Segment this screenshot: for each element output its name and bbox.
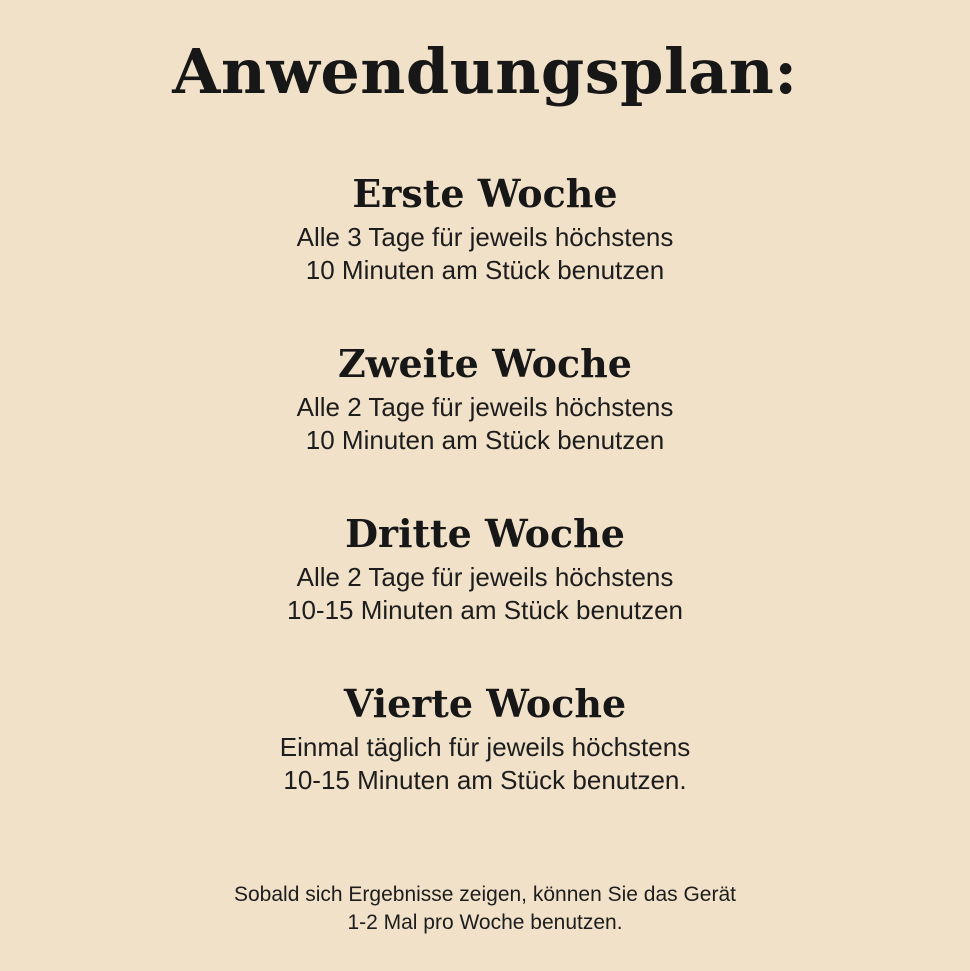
week-four-section — [0, 680, 970, 797]
week-one-line-1: Alle 3 Tage für jeweils höchstens — [296, 222, 674, 252]
results-note-line-2: 1-2 Mal pro Woche benutzen. — [347, 911, 623, 934]
week-one-heading: Erste Woche — [352, 171, 618, 216]
week-two-line-2: 10 Minuten am Stück benutzen — [305, 425, 665, 455]
week-three-line-2: 10-15 Minuten am Stück benutzen — [286, 595, 684, 625]
week-four-line-1: Einmal täglich für jeweils höchstens — [279, 732, 691, 762]
week-three-heading: Dritte Woche — [345, 511, 625, 556]
results-note-line-1: Sobald sich Ergebnisse zeigen, können Sie das Gerät — [234, 883, 736, 906]
week-four-heading: Vierte Woche — [343, 681, 627, 726]
week-one-section — [0, 170, 970, 287]
week-two-section — [0, 340, 970, 457]
week-one-line-2: 10 Minuten am Stück benutzen — [305, 255, 665, 285]
week-four-line-2: 10-15 Minuten am Stück benutzen. — [283, 765, 687, 795]
page-title: Anwendungsplan: — [172, 35, 798, 108]
results-note — [0, 881, 970, 937]
week-three-section — [0, 510, 970, 627]
week-two-heading: Zweite Woche — [338, 341, 632, 386]
week-two-line-1: Alle 2 Tage für jeweils höchstens — [296, 392, 674, 422]
week-three-line-1: Alle 2 Tage für jeweils höchstens — [296, 562, 674, 592]
